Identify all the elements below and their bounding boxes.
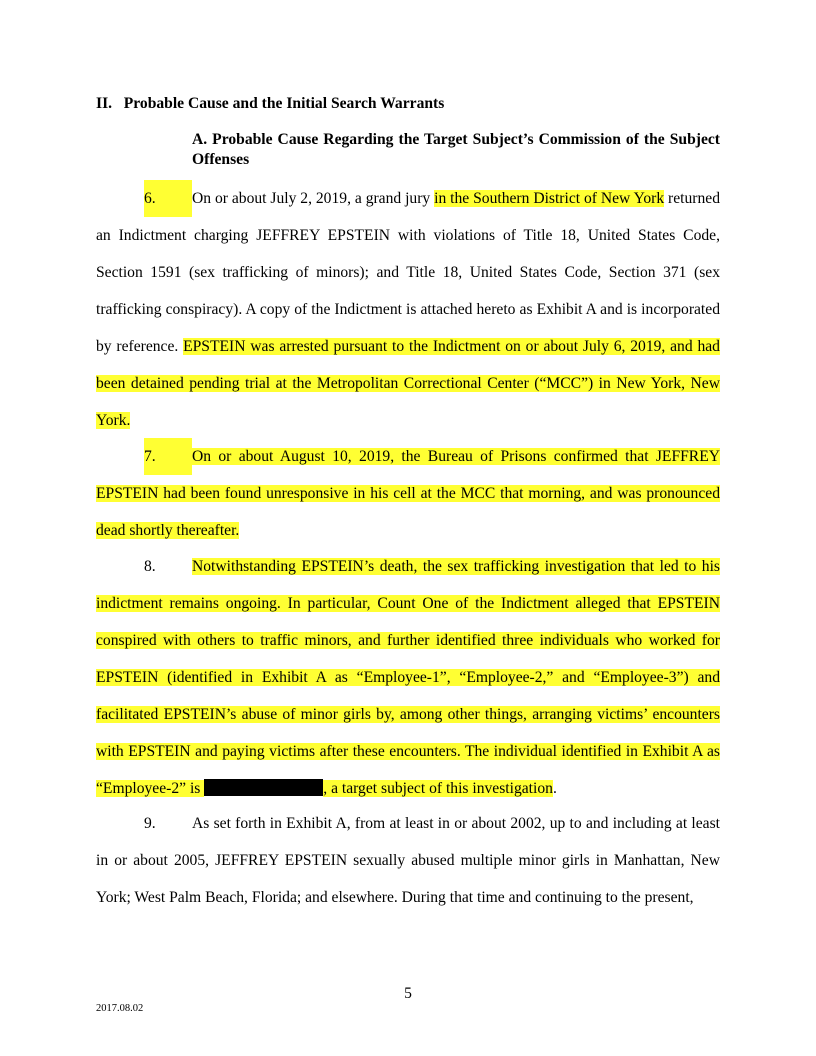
highlighted-text: EPSTEIN was arrested pursuant to the Indictment on or about July 6, 2019, and had been detained pending trial at the Metropolitan Correctional Center (“MCC”) in New York, New York.	[96, 338, 720, 429]
paragraph-number: 7.	[144, 438, 192, 475]
body-text: .	[552, 780, 557, 797]
redaction-box	[204, 779, 323, 796]
paragraph-7	[96, 438, 720, 549]
highlighted-text: On or about August 10, 2019, the Bureau of Prisons confirmed that JEFFREY EPSTEIN had been found unresponsive in his cell at the MCC that morning, and was pronounced dead shortly thereafter.	[96, 448, 720, 539]
page-number: 5	[404, 985, 412, 1002]
subsection-heading: A. Probable Cause Regarding the Target Subject’s Commission of the Subject Offenses	[192, 131, 720, 168]
highlighted-text: in the Southern District of New York	[434, 190, 665, 207]
body-text: returned an Indictment charging JEFFREY EPSTEIN with violations of Title 18, United States Code, Section 1591 (sex trafficking of minors); and Title 18, United States Code, Section 371 (sex trafficking conspiracy). A copy of the Indictment is attached hereto as Exhibit A and is incorporated by reference.	[96, 190, 720, 355]
highlighted-text: Notwithstanding EPSTEIN’s death, the sex trafficking investigation that led to his indictment remains ongoing. In particular, Count One of the Indictment alleged that EPSTEIN conspired with others to traffic minors, and further identified three individuals who worked for EPSTEIN (identified in Exhibit A as “Employee-1”, “Employee-2,” and “Employee-3”) and facilitated EPSTEIN’s abuse of minor girls by, among other things, arranging victims’ encounters with EPSTEIN and paying victims after these encounters. The individual identified in Exhibit A as “Employee-2” is	[96, 558, 720, 797]
paragraph-number: 8.	[144, 558, 156, 575]
section-heading: II. Probable Cause and the Initial Search Warrants	[96, 95, 445, 112]
paragraph-number: 9.	[144, 815, 156, 832]
footer-date: 2017.08.02	[96, 1003, 144, 1014]
paragraph-9	[96, 805, 720, 916]
paragraph-number: 6.	[144, 180, 192, 217]
body-text: On or about July 2, 2019, a grand jury	[192, 190, 435, 207]
body-text: As set forth in Exhibit A, from at least in or about 2002, up to and including at least in or about 2005, JEFFREY EPSTEIN sexually abused multiple minor girls in Manhattan, New York; West Palm Beach, Florida; and elsewhere. During that time and continuing to the present,	[96, 815, 720, 906]
highlighted-text: , a target subject of this investigation	[323, 780, 553, 797]
paragraph-6	[96, 180, 720, 439]
paragraph-8	[96, 548, 720, 807]
